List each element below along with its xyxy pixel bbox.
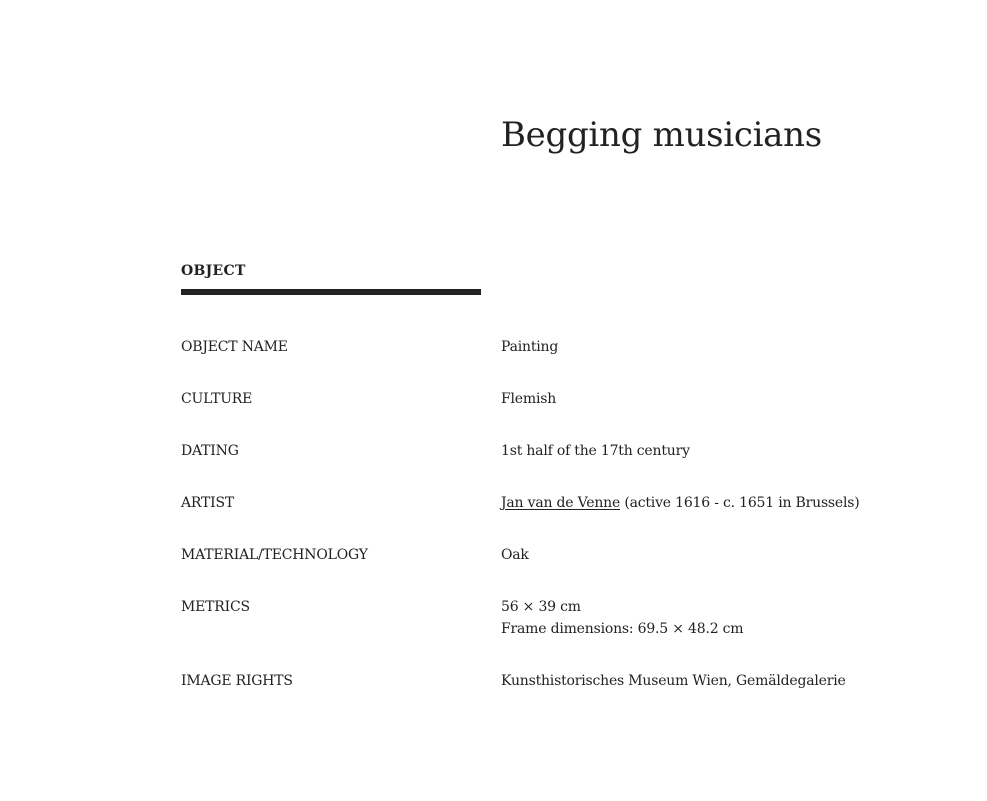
field-value: Oak	[501, 547, 529, 563]
field-value: Flemish	[501, 391, 557, 407]
section-heading-object: OBJECT	[181, 263, 246, 279]
field-label: OBJECT NAME	[181, 339, 288, 355]
metrics-dimensions: 56 × 39 cm	[501, 599, 581, 615]
artist-active-period: (active 1616 - c. 1651 in Brussels)	[620, 495, 860, 511]
field-label: DATING	[181, 443, 239, 459]
field-label: CULTURE	[181, 391, 253, 407]
section-divider	[181, 289, 481, 295]
page-title: Begging musicians	[501, 115, 822, 155]
metrics-frame-dimensions: Frame dimensions: 69.5 × 48.2 cm	[501, 621, 744, 637]
field-label: METRICS	[181, 599, 250, 615]
field-value: Painting	[501, 339, 559, 355]
field-value-metrics	[501, 596, 743, 640]
field-label: IMAGE RIGHTS	[181, 673, 293, 689]
field-value: Kunsthistorisches Museum Wien, Gemäldegalerie	[501, 673, 846, 689]
field-label: MATERIAL/TECHNOLOGY	[181, 547, 368, 563]
field-value: 1st half of the 17th century	[501, 443, 690, 459]
artist-link[interactable]: Jan van de Venne	[501, 495, 621, 511]
field-label: ARTIST	[181, 495, 235, 511]
field-value-artist	[501, 492, 860, 514]
